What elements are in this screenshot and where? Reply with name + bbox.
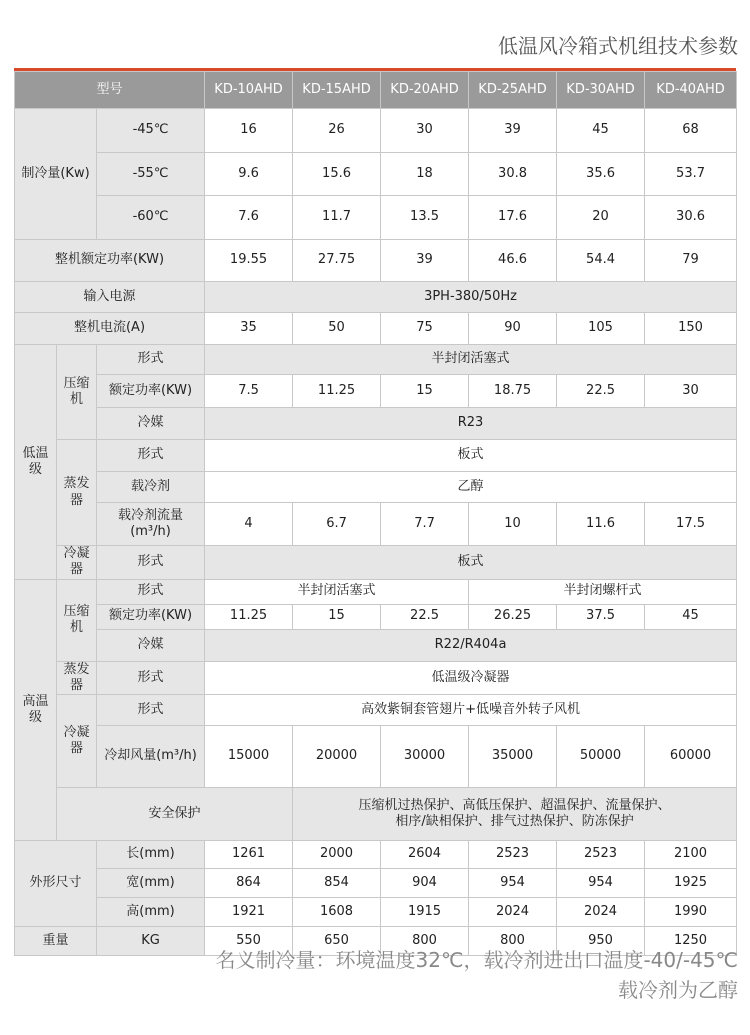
dimensions-label: 外形尺寸 xyxy=(15,841,97,927)
value-cell: 35 xyxy=(205,313,293,345)
dimension-row xyxy=(15,898,737,927)
value-cell: 39 xyxy=(469,109,557,153)
value-cell: 30 xyxy=(645,375,737,408)
value-cell: 15 xyxy=(381,375,469,408)
value-cell: 1608 xyxy=(293,898,381,927)
high-compressor-type-a: 半封闭活塞式 xyxy=(205,579,469,604)
current-label: 整机电流(A) xyxy=(15,313,205,345)
value-cell: 11.6 xyxy=(557,503,645,546)
low-compressor-label: 压缩机 xyxy=(57,345,97,440)
value-cell: 37.5 xyxy=(557,604,645,629)
value-cell: 904 xyxy=(381,869,469,898)
low-coolant-value: 乙醇 xyxy=(205,472,737,503)
power-label: 额定功率(KW) xyxy=(97,604,205,629)
temp-label: -55℃ xyxy=(97,153,205,196)
value-cell: 150 xyxy=(645,313,737,345)
high-airflow-row xyxy=(15,726,737,788)
model-label: 型号 xyxy=(15,72,205,109)
dimension-row xyxy=(15,869,737,898)
value-cell: 54.4 xyxy=(557,240,645,282)
model-cell: KD-25AHD xyxy=(469,72,557,109)
model-cell: KD-10AHD xyxy=(205,72,293,109)
value-cell: 22.5 xyxy=(381,604,469,629)
value-cell: 6.7 xyxy=(293,503,381,546)
refrigerant-label: 冷媒 xyxy=(97,629,205,661)
low-flow-row xyxy=(15,503,737,546)
value-cell: 90 xyxy=(469,313,557,345)
value-cell: 1261 xyxy=(205,841,293,869)
value-cell: 864 xyxy=(205,869,293,898)
high-stage-label: 高温级 xyxy=(15,579,57,841)
cooling-label: 制冷量(Kw) xyxy=(15,109,97,240)
value-cell: 854 xyxy=(293,869,381,898)
value-cell: 18 xyxy=(381,153,469,196)
high-compressor-type-b: 半封闭螺杆式 xyxy=(469,579,737,604)
value-cell: 11.25 xyxy=(293,375,381,408)
value-cell: 7.5 xyxy=(205,375,293,408)
low-compressor-power-row xyxy=(15,375,737,408)
value-cell: 30000 xyxy=(381,726,469,788)
value-cell: 4 xyxy=(205,503,293,546)
value-cell: 35000 xyxy=(469,726,557,788)
cooling-row xyxy=(15,153,737,196)
value-cell: 26.25 xyxy=(469,604,557,629)
low-refrigerant-row xyxy=(15,408,737,440)
high-refrigerant-row xyxy=(15,629,737,661)
low-compressor-type-row xyxy=(15,345,737,375)
low-condenser-label: 冷凝器 xyxy=(57,546,97,580)
value-cell: 45 xyxy=(557,109,645,153)
value-cell: 1990 xyxy=(645,898,737,927)
value-cell: 50000 xyxy=(557,726,645,788)
value-cell: 1915 xyxy=(381,898,469,927)
page-title: 低温风冷箱式机组技术参数 xyxy=(498,34,738,58)
value-cell: 75 xyxy=(381,313,469,345)
value-cell: 2024 xyxy=(469,898,557,927)
value-cell: 954 xyxy=(469,869,557,898)
value-cell: 2523 xyxy=(469,841,557,869)
value-cell: 954 xyxy=(557,869,645,898)
value-cell: 650 xyxy=(293,927,381,956)
flow-label: 载冷剂流量(m³/h) xyxy=(97,503,205,546)
value-cell: 11.7 xyxy=(293,196,381,240)
value-cell: 1921 xyxy=(205,898,293,927)
value-cell: 15 xyxy=(293,604,381,629)
weight-unit: KG xyxy=(97,927,205,956)
value-cell: 800 xyxy=(469,927,557,956)
type-label: 形式 xyxy=(97,345,205,375)
value-cell: 30 xyxy=(381,109,469,153)
power-label: 额定功率(KW) xyxy=(97,375,205,408)
input-power-row xyxy=(15,282,737,313)
spec-table xyxy=(14,71,737,956)
cooling-row xyxy=(15,109,737,153)
value-cell: 13.5 xyxy=(381,196,469,240)
safety-row xyxy=(15,788,737,841)
value-cell: 26 xyxy=(293,109,381,153)
value-cell: 10 xyxy=(469,503,557,546)
high-compressor-type-row xyxy=(15,579,737,604)
value-cell: 17.5 xyxy=(645,503,737,546)
value-cell: 2000 xyxy=(293,841,381,869)
weight-label: 重量 xyxy=(15,927,97,956)
value-cell: 7.6 xyxy=(205,196,293,240)
safety-value xyxy=(293,788,737,841)
value-cell: 35.6 xyxy=(557,153,645,196)
cooling-row xyxy=(15,196,737,240)
high-condenser-type-value: 高效紫铜套管翅片+低噪音外转子风机 xyxy=(205,695,737,726)
value-cell: 15.6 xyxy=(293,153,381,196)
high-refrigerant-value: R22/R404a xyxy=(205,629,737,661)
coolant-label: 载冷剂 xyxy=(97,472,205,503)
high-evaporator-type-value: 低温级冷凝器 xyxy=(205,661,737,695)
model-cell: KD-20AHD xyxy=(381,72,469,109)
value-cell: 17.6 xyxy=(469,196,557,240)
value-cell: 68 xyxy=(645,109,737,153)
low-evaporator-label: 蒸发器 xyxy=(57,440,97,546)
value-cell: 9.6 xyxy=(205,153,293,196)
value-cell: 1250 xyxy=(645,927,737,956)
value-cell: 2523 xyxy=(557,841,645,869)
input-power-label: 输入电源 xyxy=(15,282,205,313)
input-power-value: 3PH-380/50Hz xyxy=(205,282,737,313)
header-row xyxy=(15,72,737,109)
footnote-conditions: 名义制冷量：环境温度32℃，载冷剂进出口温度-40/-45℃ xyxy=(215,948,738,972)
value-cell: 950 xyxy=(557,927,645,956)
value-cell: 2604 xyxy=(381,841,469,869)
value-cell: 79 xyxy=(645,240,737,282)
refrigerant-label: 冷媒 xyxy=(97,408,205,440)
type-label: 形式 xyxy=(97,440,205,472)
value-cell: 1925 xyxy=(645,869,737,898)
rated-power-label: 整机额定功率(KW) xyxy=(15,240,205,282)
rated-power-row xyxy=(15,240,737,282)
value-cell: 15000 xyxy=(205,726,293,788)
high-compressor-label: 压缩机 xyxy=(57,579,97,661)
value-cell: 53.7 xyxy=(645,153,737,196)
type-label: 形式 xyxy=(97,661,205,695)
type-label: 形式 xyxy=(97,695,205,726)
high-condenser-type-row xyxy=(15,695,737,726)
safety-line: 相序/缺相保护、排气过热保护、防冻保护 xyxy=(395,814,634,829)
value-cell: 18.75 xyxy=(469,375,557,408)
model-cell: KD-40AHD xyxy=(645,72,737,109)
value-cell: 2024 xyxy=(557,898,645,927)
value-cell: 16 xyxy=(205,109,293,153)
value-cell: 2100 xyxy=(645,841,737,869)
value-cell: 20 xyxy=(557,196,645,240)
model-cell: KD-15AHD xyxy=(293,72,381,109)
current-row xyxy=(15,313,737,345)
temp-label: -45℃ xyxy=(97,109,205,153)
dimension-label: 长(mm) xyxy=(97,841,205,869)
low-compressor-type-value: 半封闭活塞式 xyxy=(205,345,737,375)
low-stage-label: 低温级 xyxy=(15,345,57,580)
value-cell: 11.25 xyxy=(205,604,293,629)
temp-label: -60℃ xyxy=(97,196,205,240)
low-condenser-type-value: 板式 xyxy=(205,546,737,580)
airflow-label: 冷却风量(m³/h) xyxy=(97,726,205,788)
high-evaporator-row xyxy=(15,661,737,695)
dimension-label: 宽(mm) xyxy=(97,869,205,898)
model-cell: KD-30AHD xyxy=(557,72,645,109)
value-cell: 46.6 xyxy=(469,240,557,282)
value-cell: 30.6 xyxy=(645,196,737,240)
low-refrigerant-value: R23 xyxy=(205,408,737,440)
safety-line: 压缩机过热保护、高低压保护、超温保护、流量保护、 xyxy=(358,797,671,813)
low-condenser-row xyxy=(15,546,737,580)
high-compressor-power-row xyxy=(15,604,737,629)
value-cell: 22.5 xyxy=(557,375,645,408)
high-evaporator-label: 蒸发器 xyxy=(57,661,97,695)
value-cell: 19.55 xyxy=(205,240,293,282)
footnote-coolant: 载冷剂为乙醇 xyxy=(618,978,738,1002)
low-coolant-row xyxy=(15,472,737,503)
value-cell: 50 xyxy=(293,313,381,345)
value-cell: 7.7 xyxy=(381,503,469,546)
value-cell: 105 xyxy=(557,313,645,345)
dimension-row xyxy=(15,841,737,869)
type-label: 形式 xyxy=(97,579,205,604)
value-cell: 30.8 xyxy=(469,153,557,196)
value-cell: 27.75 xyxy=(293,240,381,282)
low-evaporator-type-row xyxy=(15,440,737,472)
high-condenser-label: 冷凝器 xyxy=(57,695,97,788)
type-label: 形式 xyxy=(97,546,205,580)
safety-label: 安全保护 xyxy=(57,788,293,841)
value-cell: 39 xyxy=(381,240,469,282)
value-cell: 60000 xyxy=(645,726,737,788)
low-evaporator-type-value: 板式 xyxy=(205,440,737,472)
value-cell: 800 xyxy=(381,927,469,956)
value-cell: 20000 xyxy=(293,726,381,788)
dimension-label: 高(mm) xyxy=(97,898,205,927)
value-cell: 550 xyxy=(205,927,293,956)
value-cell: 45 xyxy=(645,604,737,629)
